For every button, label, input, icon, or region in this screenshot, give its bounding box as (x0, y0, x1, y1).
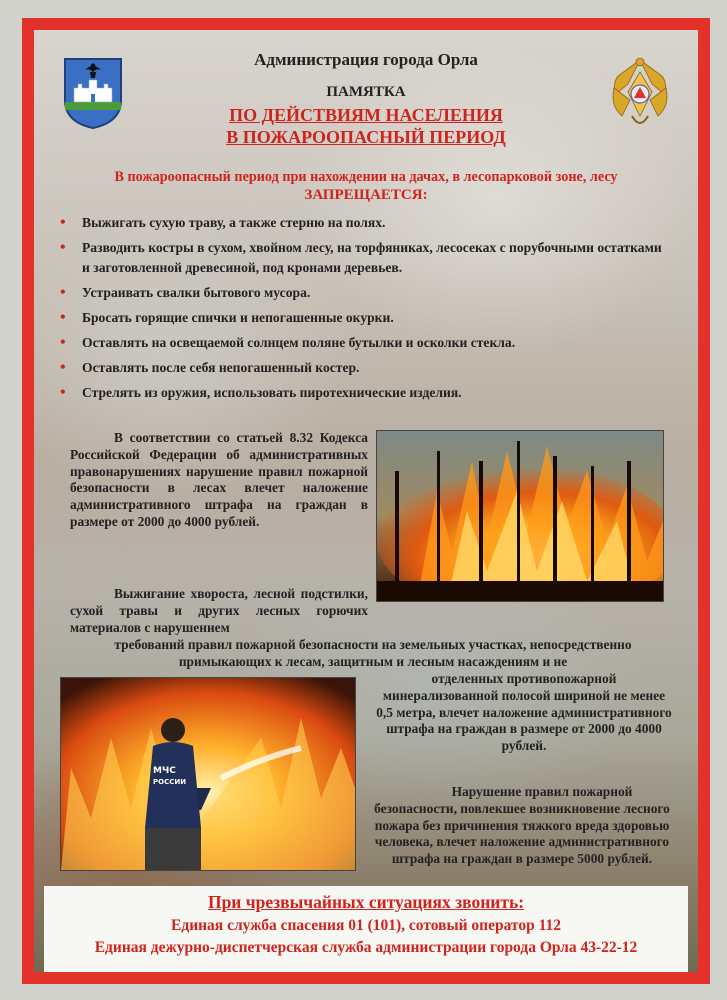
list-item (58, 383, 672, 403)
ban-text: Разводить костры в сухом, хвойном лесу, на торфяниках, лесосеках с порубочными остатками и заготовленной древесиной, под кронами деревьев. (82, 240, 662, 275)
bullet-icon: • (60, 284, 66, 301)
list-item (58, 358, 672, 378)
prohibited-label: ЗАПРЕЩАЕТСЯ: (304, 187, 428, 203)
forest-fire-photo (376, 430, 664, 602)
bullet-icon: • (60, 239, 66, 256)
firefighter-photo (60, 677, 356, 871)
subtitle-line-1: ПО ДЕЙСТВИЯМ НАСЕЛЕНИЯ (229, 105, 503, 125)
bullet-icon: • (60, 309, 66, 326)
emergency-line-rescue: Единая служба спасения 01 (101), сотовый оператор 112 (171, 917, 561, 934)
bullet-icon: • (60, 334, 66, 351)
bullet-icon: • (60, 214, 66, 231)
paragraph-article-832: В соответствии со статьей 8.32 Кодекса Российской Федерации об административных правонарушениях нарушение правил пожарной безопасности в лесах влечет наложение административного штрафа на граждан в размере от 2000 до 4000 рублей. (70, 430, 368, 529)
bullet-icon: • (60, 384, 66, 401)
memo-heading: ПАМЯТКА (326, 84, 406, 100)
prohibitions-list (58, 213, 672, 408)
emergency-line-dispatch: Единая дежурно-диспетчерская служба администрации города Орла 43-22-12 (94, 939, 638, 956)
jacket-label-line1: МЧС (153, 766, 176, 776)
paragraph-fire-violation: Нарушение правил пожарной безопасности, повлекшее возникновение лесного пожара без причинения тяжкого вреда здоровью человека, влечет наложение административного штрафа на граждан в размере 5000 рублей. (374, 784, 670, 867)
poster-content (34, 30, 698, 972)
ban-text: Выжигать сухую траву, а также стерню на полях. (82, 215, 386, 230)
intro-line: В пожароопасный период при нахождении на дачах, в лесопарковой зоне, лесу (114, 169, 618, 185)
list-item (58, 213, 672, 233)
paragraph-burning-part2: требований правил пожарной безопасности на земельных участках, непосредственно примыкающих к лесам, защитным и лесным насаждениям и не (114, 637, 632, 669)
subtitle-line-2: В ПОЖАРООПАСНЫЙ ПЕРИОД (226, 127, 506, 147)
poster-frame (22, 18, 710, 984)
ban-text: Бросать горящие спички и непогашенные окурки. (82, 310, 394, 325)
ban-text: Стрелять из оружия, использовать пиротехнические изделия. (82, 385, 462, 400)
list-item (58, 283, 672, 303)
list-item (58, 333, 672, 353)
ban-text: Оставлять после себя непогашенный костер. (82, 360, 360, 375)
paragraph-burning-part3: отделенных противопожарной минерализованной полосой шириной не менее 0,5 метра, влечет наложение административного штрафа на граждан в размере от 2000 до 4000 рублей. (376, 671, 672, 754)
mchs-emblem-icon (608, 54, 672, 132)
paragraph-burning-part1: Выжигание хвороста, лесной подстилки, сухой травы и других лесных горючих материалов с нарушением (70, 586, 368, 635)
memo-subtitle (184, 104, 548, 148)
jacket-label-line2: РОССИИ (153, 778, 187, 786)
ban-text: Устраивать свалки бытового мусора. (82, 285, 311, 300)
list-item (58, 308, 672, 328)
list-item (58, 238, 672, 278)
bullet-icon: • (60, 359, 66, 376)
organization-title: Администрация города Орла (254, 50, 478, 69)
intro-text (56, 168, 676, 204)
emergency-title: При чрезвычайных ситуациях звонить: (207, 892, 525, 912)
ban-text: Оставлять на освещаемой солнцем поляне бутылки и осколки стекла. (82, 335, 516, 350)
emergency-contacts-box (44, 886, 688, 972)
